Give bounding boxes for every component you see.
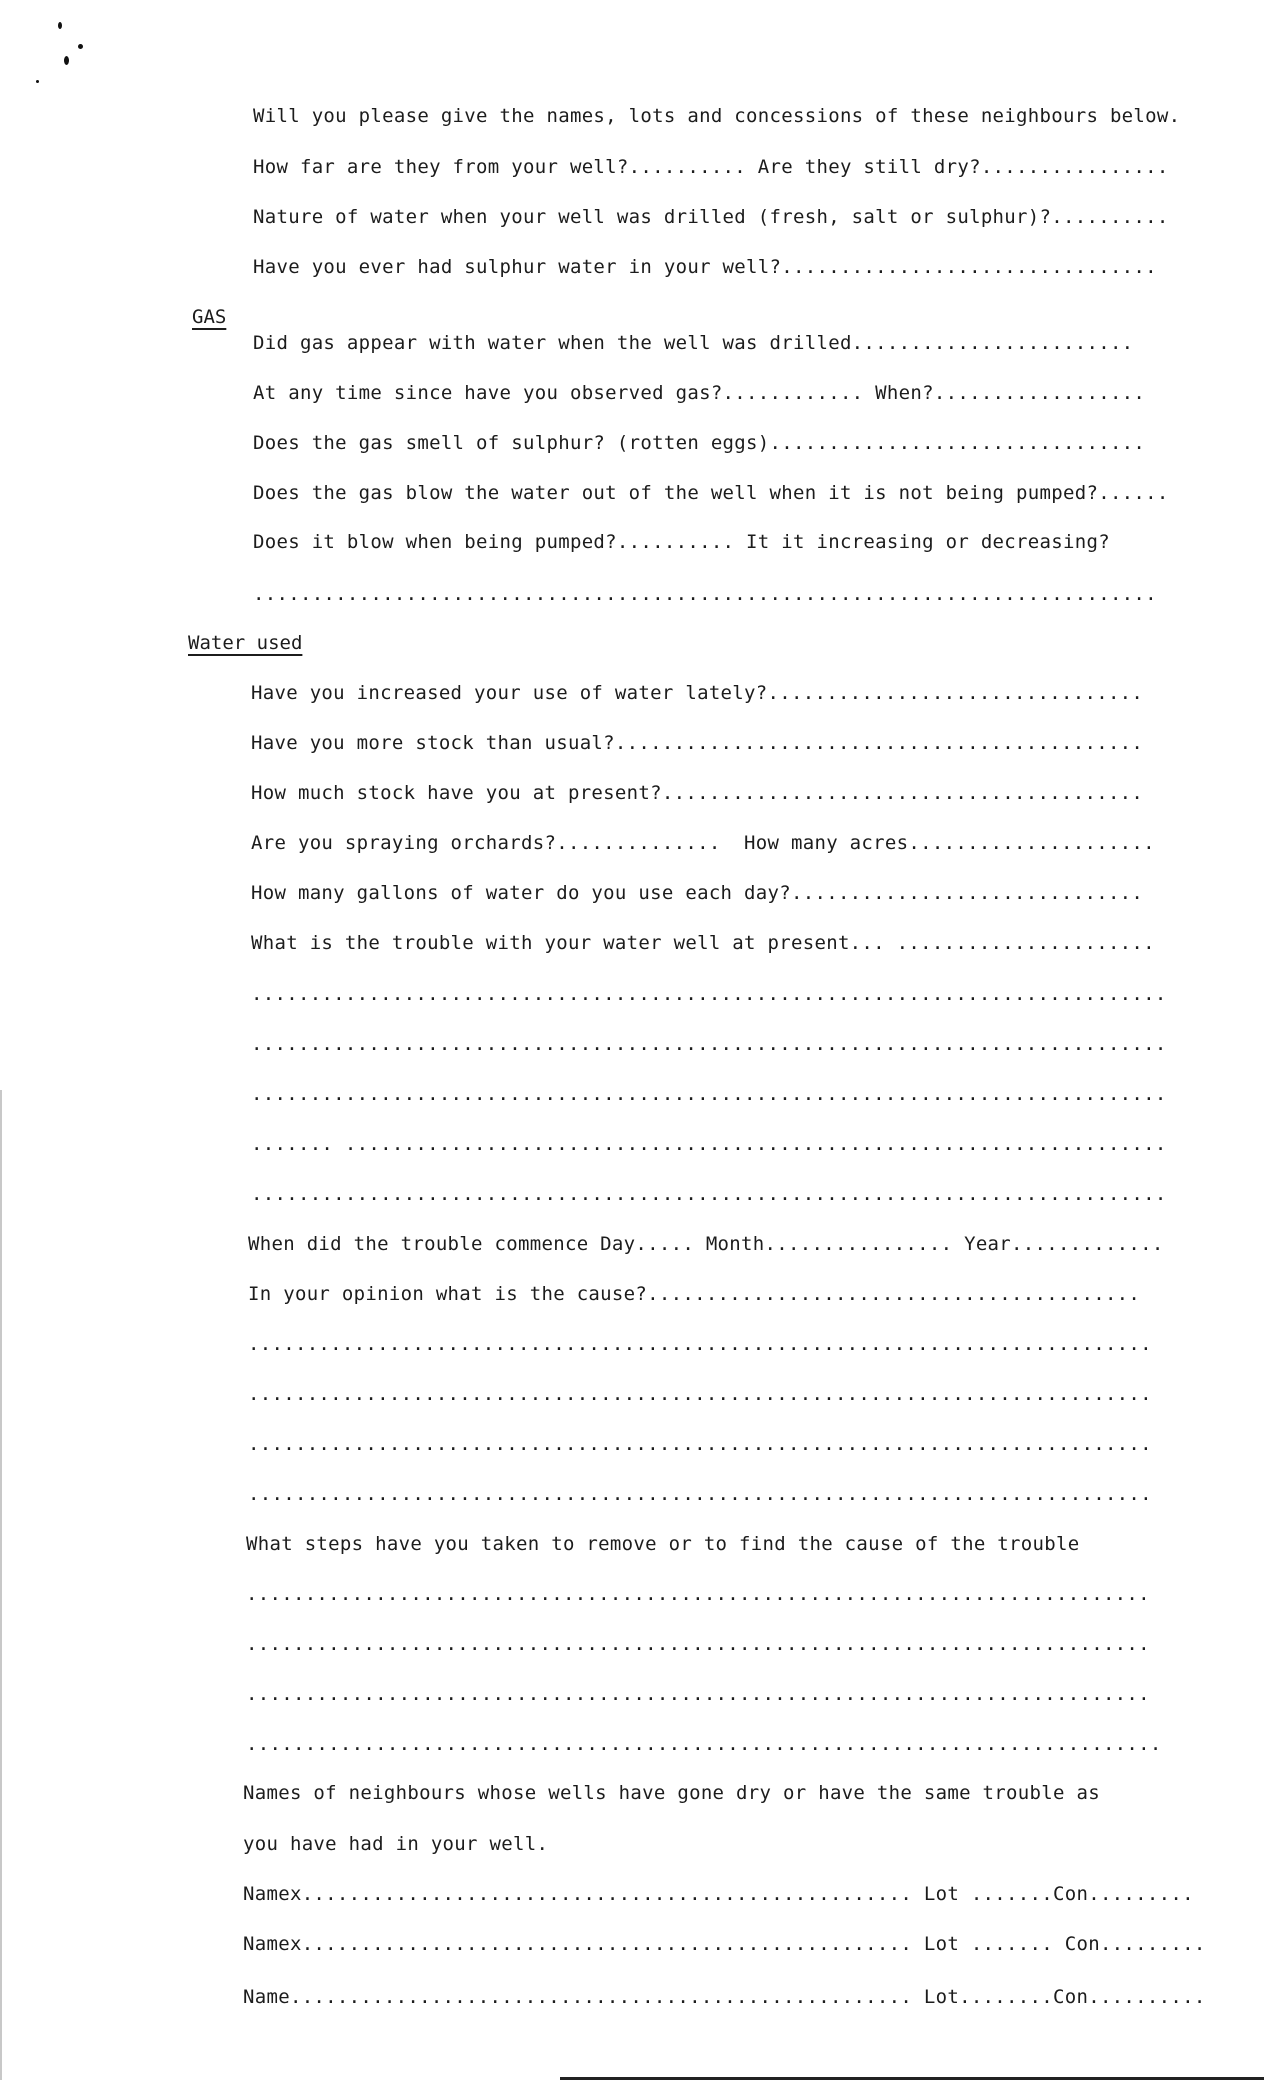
question-neighbours-same-trouble-cont: you have had in your well. [243,1833,549,1855]
question-sulphur-water: Have you ever had sulphur water in your well?................................ [253,256,1157,278]
answer-blank-line: ....... ...................................................................... [251,1133,1167,1155]
question-distance-still-dry: How far are they from your well?.......... Are they still dry?................ [253,156,1169,178]
answer-blank-line: ............................................................................. [248,1383,1152,1405]
question-neighbours-same-trouble: Names of neighbours whose wells have gone dry or have the same trouble as [243,1782,1100,1804]
question-water-nature: Nature of water when your well was drilled (fresh, salt or sulphur)?.......... [253,206,1169,228]
question-gas-blow-not-pumped: Does the gas blow the water out of the well when it is not being pumped?...... [253,482,1169,504]
page-bottom-edge [560,2077,1264,2080]
answer-blank-line: .............................................................................. [251,1033,1167,1055]
answer-blank-line: .............................................................................. [251,1183,1167,1205]
section-heading-water-used: Water used [188,632,303,654]
section-heading-gas: GAS [192,306,227,328]
answer-blank-line: ............................................................................. [246,1583,1150,1605]
ink-speck [64,56,69,65]
neighbour-name-row: Name..................................................... Lot........Con.......... [243,1986,1206,2008]
answer-blank-line: ............................................................................. [246,1633,1150,1655]
question-trouble-present: What is the trouble with your water well at present... ...................... [251,932,1155,954]
neighbour-name-row: Namex.................................................... Lot ....... Con......... [243,1933,1206,1955]
question-neighbours-names: Will you please give the names, lots and concessions of these neighbours below. [253,105,1181,127]
answer-blank-line: ............................................................................. [248,1433,1152,1455]
question-increased-use: Have you increased your use of water lately?................................ [251,682,1144,704]
question-trouble-commence: When did the trouble commence Day..... Month................ Year............. [248,1233,1164,1255]
ink-speck [58,22,62,29]
ink-speck [78,44,83,49]
question-gas-observed: At any time since have you observed gas?............ When?.................. [253,382,1146,404]
neighbour-name-row: Namex.................................................... Lot .......Con......... [243,1883,1194,1905]
question-more-stock: Have you more stock than usual?............................................. [251,732,1144,754]
answer-blank-line: ............................................................................. [246,1683,1150,1705]
question-stock-present: How much stock have you at present?......................................... [251,782,1144,804]
question-spraying-orchards: Are you spraying orchards?.............. How many acres..................... [251,832,1155,854]
answer-blank-line: ............................................................................. [253,583,1157,605]
answer-blank-line: .............................................................................. [251,983,1167,1005]
answer-blank-line: ............................................................................. [248,1483,1152,1505]
question-gas-smell: Does the gas smell of sulphur? (rotten eggs)................................ [253,432,1146,454]
question-gas-blow-pumped: Does it blow when being pumped?.......... It it increasing or decreasing? [253,531,1110,553]
answer-blank-line: ............................................................................. [248,1333,1152,1355]
page-left-edge [0,1090,2,2080]
question-gas-when-drilled: Did gas appear with water when the well was drilled........................ [253,332,1134,354]
answer-blank-line: .............................................................................. [251,1083,1167,1105]
answer-blank-line: .............................................................................. [246,1733,1162,1755]
question-gallons-per-day: How many gallons of water do you use each day?.............................. [251,882,1144,904]
ink-speck [36,80,39,83]
question-cause: In your opinion what is the cause?.......................................... [248,1283,1141,1305]
question-steps-taken: What steps have you taken to remove or to find the cause of the trouble [246,1533,1080,1555]
